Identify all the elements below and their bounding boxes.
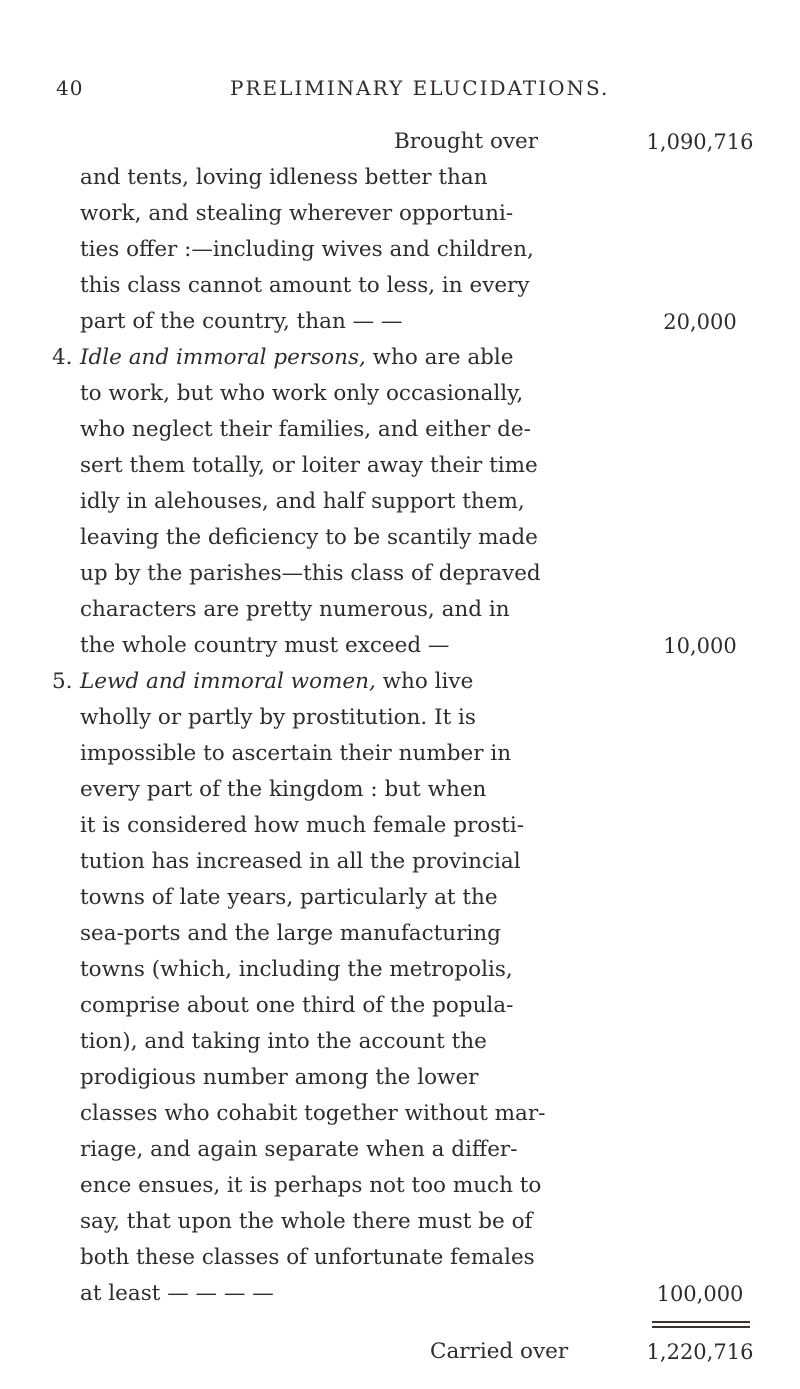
text-line: sert them totally, or loiter away their time <box>80 453 538 478</box>
item-4-amount: 10,000 <box>663 634 737 658</box>
carried-over-label: Carried over <box>430 1339 569 1364</box>
text-line: characters are pretty numerous, and in <box>80 597 510 622</box>
item-4-first-line: 4. Idle and immoral persons, who are able <box>0 340 800 376</box>
class-3-amount: 20,000 <box>663 310 737 334</box>
text-line: sea-ports and the large manufacturing <box>80 921 501 946</box>
text-line: to work, but who work only occasionally, <box>80 381 524 406</box>
text-line: ence ensues, it is perhaps not too much to <box>80 1173 542 1198</box>
brought-over-row <box>0 124 800 160</box>
text-line: comprise about one third of the popula- <box>80 993 514 1018</box>
text-line: leaving the deficiency to be scantily made <box>80 525 538 550</box>
text-line: at least — — — — 100,000 <box>0 1276 800 1312</box>
text-line: riage, and again separate when a differ- <box>80 1137 518 1162</box>
item-5-first-line: 5. Lewd and immoral women, who live <box>0 664 800 700</box>
text-line: say, that upon the whole there must be of <box>80 1209 533 1234</box>
text-line: who neglect their families, and either de- <box>80 417 531 442</box>
sum-rule-lower <box>652 1326 750 1328</box>
item-5-title: Lewd and immoral women, <box>80 669 376 694</box>
item-4-number: 4. <box>52 345 73 370</box>
running-title: PRELIMINARY ELUCIDATIONS. <box>230 76 610 100</box>
text-line: up by the parishes—this class of depraved <box>80 561 541 586</box>
sum-rule-upper <box>652 1321 750 1323</box>
text-line: this class cannot amount to less, in every <box>80 273 530 298</box>
brought-over-label: Brought over <box>394 129 539 154</box>
text-line: tion), and taking into the account the <box>80 1029 487 1054</box>
item-4-title: Idle and immoral persons, <box>80 345 366 370</box>
text-line: every part of the kingdom : but when <box>80 777 487 802</box>
text-line: classes who cohabit together without mar- <box>80 1101 546 1126</box>
item-5-number: 5. <box>52 669 73 694</box>
carried-over-amount: 1,220,716 <box>646 1340 754 1364</box>
text-line: work, and stealing wherever opportuni- <box>80 201 514 226</box>
text-line: the whole country must exceed — 10,000 <box>0 628 800 664</box>
carried-over-row <box>0 1334 800 1370</box>
text-line: wholly or partly by prostitution. It is <box>80 705 476 730</box>
text-line: both these classes of unfortunate females <box>80 1245 535 1270</box>
text-line: ties offer :—including wives and children, <box>80 237 534 262</box>
brought-over-amount: 1,090,716 <box>646 130 754 154</box>
item-5-amount: 100,000 <box>656 1282 744 1306</box>
text-line: towns of late years, particularly at the <box>80 885 498 910</box>
text-line: towns (which, including the metropolis, <box>80 957 513 982</box>
text-line: it is considered how much female prosti- <box>80 813 525 838</box>
page-number: 40 <box>56 76 84 100</box>
text-line: part of the country, than — — 20,000 <box>0 304 800 340</box>
text-line: and tents, loving idleness better than <box>80 165 488 190</box>
text-line: idly in alehouses, and half support them, <box>80 489 525 514</box>
text-line: impossible to ascertain their number in <box>80 741 512 766</box>
text-line: tution has increased in all the provincial <box>80 849 521 874</box>
text-line: prodigious number among the lower <box>80 1065 479 1090</box>
